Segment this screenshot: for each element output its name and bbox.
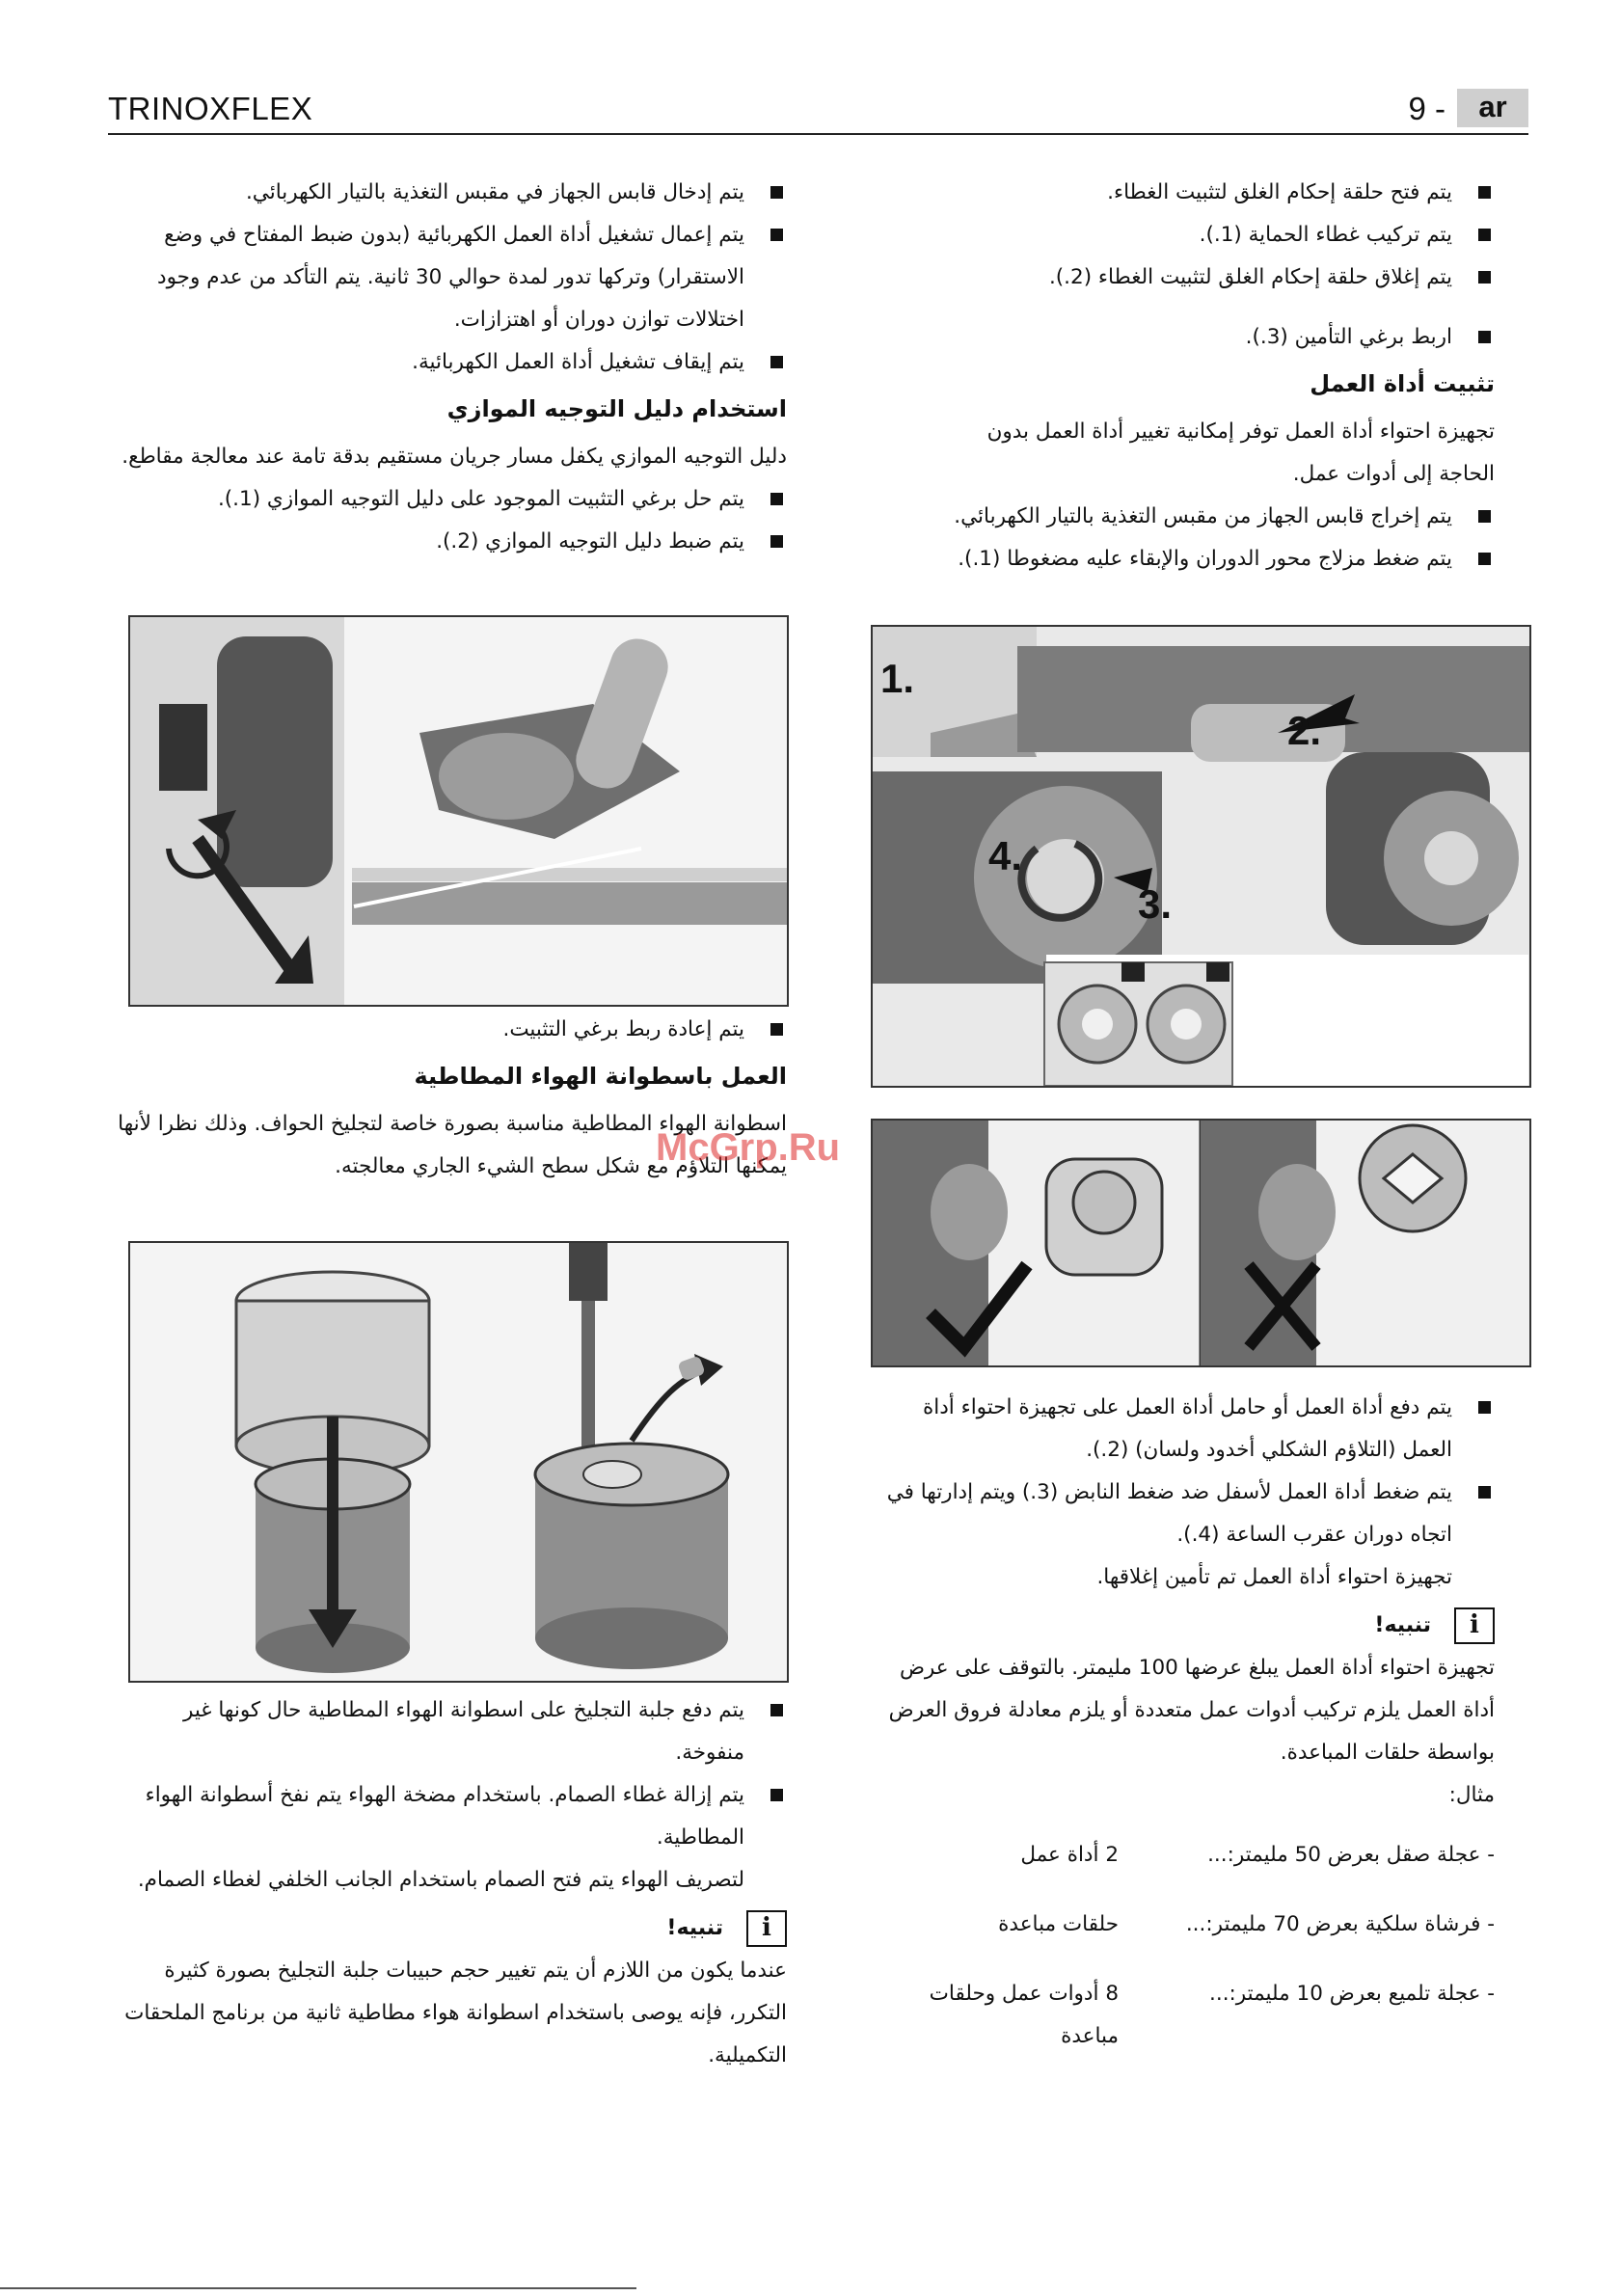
example-item: - عجلة تلميع بعرض 10 مليمتر:... (1209, 1982, 1495, 2006)
tool-fit-figure (871, 1119, 1531, 1367)
cover-steps-list (868, 172, 1495, 299)
page-number: 9 - (1408, 91, 1445, 126)
tool-fit-illustration (873, 1121, 1529, 1365)
bottom-rule (0, 2287, 636, 2289)
watermark-text: McGrp.Ru (656, 1126, 841, 1169)
left-note-text: عندما يكون من اللازم أن يتم تغيير حجم حبيبات جلبة التجليخ بصورة كثيرة التكرر، فإنه يوصى باستخدام اسطوانة هواء مطاطية ثانية من برنامج الملحقات التكميلية. (124, 1958, 787, 2067)
right-note-header (868, 1605, 1495, 1647)
step-label-4: 4. (988, 833, 1023, 878)
test-run-list (112, 172, 787, 384)
list-item: يتم إيقاف تشغيل أداة العمل الكهربائية. (112, 341, 787, 384)
step-label-3: 3. (1138, 881, 1173, 927)
example-item: - فرشاة سلكية بعرض 70 مليمتر:... (1185, 1912, 1495, 1936)
table-row (868, 1834, 1495, 1904)
parallel-guide-illustration (130, 617, 787, 1005)
step-label-1: 1. (880, 656, 915, 701)
list-item: يتم إخراج قابس الجهاز من مقبس التغذية بالتيار الكهربائي. (868, 496, 1495, 538)
left-column-lower (112, 1689, 787, 2077)
example-table (868, 1834, 1495, 2085)
list-item: يتم فتح حلقة إحكام الغلق لتثبيت الغطاء. (868, 172, 1495, 214)
list-item: يتم إدخال قابس الجهاز في مقبس التغذية بالتيار الكهربائي. (112, 172, 787, 214)
page-header (108, 89, 1528, 135)
list-item: يتم تركيب غطاء الحماية (1.). (868, 214, 1495, 257)
info-icon: i (746, 1910, 787, 1947)
table-row (868, 1973, 1495, 2085)
language-badge: ar (1457, 89, 1528, 127)
push-steps-list (868, 1387, 1495, 1556)
list-item: يتم حل برغي التثبيت الموجود على دليل التوجيه الموازي (1.). (112, 478, 787, 521)
step-label-2: 2. (1287, 708, 1322, 753)
right-note-text: تجهيزة احتواء أداة العمل يبلغ عرضها 100 مليمتر. بالتوقف على عرض أداة العمل يلزم تركيب أدوات عمل متعددة أو يلزم معادلة فروق العرض بواسطة حلقات المباعدة. (888, 1656, 1495, 1765)
right-column-lower (868, 1387, 1495, 2085)
tool-mount-illustration (873, 627, 1529, 1086)
air-drum-illustration (130, 1243, 787, 1681)
secured-line: تجهيزة احتواء أداة العمل تم تأمين إغلاقها. (1096, 1565, 1452, 1589)
air-drum-figure (128, 1241, 789, 1683)
example-label: مثال: (1448, 1783, 1495, 1807)
section-heading-parallel-guide: استخدام دليل التوجيه الموازي (446, 395, 787, 422)
brand-name: TRINOXFLEX (108, 91, 313, 126)
tool-mount-figure (871, 625, 1531, 1088)
left-column (112, 172, 787, 563)
parallel-guide-steps (112, 478, 787, 563)
list-item: يتم دفع جلبة التجليخ على اسطوانة الهواء المطاطية حال كونها غير منفوخة. (112, 1689, 787, 1774)
list-item: يتم إزالة غطاء الصمام. باستخدام مضخة الهواء يتم نفخ أسطوانة الهواء المطاطية. (112, 1774, 787, 1859)
table-row (868, 1904, 1495, 1973)
right-note-title: تنبيه! (1374, 1613, 1431, 1637)
example-qty: 8 أدوات عمل وحلقات مباعدة (929, 1982, 1119, 2048)
example-qty: 2 أداة عمل (1020, 1843, 1119, 1867)
list-item: يتم إعادة ربط برغي التثبيت. (112, 1009, 787, 1051)
parallel-guide-paragraph: دليل التوجيه الموازي يكفل مسار جريان مستقيم بدقة تامة عند معالجة مقاطع. (122, 445, 787, 469)
example-item: - عجلة صقل بعرض 50 مليمتر:... (1207, 1843, 1495, 1867)
info-icon: i (1454, 1607, 1495, 1644)
list-item: يتم ضبط دليل التوجيه الموازي (2.). (112, 521, 787, 563)
right-column (868, 172, 1495, 581)
left-note-title: تنبيه! (666, 1916, 723, 1940)
tool-steps-list (868, 496, 1495, 581)
air-drum-steps (112, 1689, 787, 1859)
left-note-header (112, 1907, 787, 1950)
section-heading-air-drum: العمل باسطوانة الهواء المطاطية (414, 1063, 787, 1090)
secure-step-list (868, 316, 1495, 359)
list-item: يتم ضغط مزلاج محور الدوران والإبقاء عليه مضغوطا (1.). (868, 538, 1495, 581)
list-item: يتم إعمال تشغيل أداة العمل الكهربائية (بدون ضبط المفتاح في وضع الاستقرار) وتركها تدور لمدة حوالي 30 ثانية. يتم التأكد من عدم وجود اختلالات توازن دوران أو اهتزازات. (112, 214, 787, 341)
tool-mount-paragraph-1: تجهيزة احتواء أداة العمل توفر إمكانية تغيير أداة العمل بدون (986, 419, 1495, 444)
list-item: يتم دفع أداة العمل أو حامل أداة العمل على تجهيزة احتواء أداة العمل (التلاؤم الشكلي أخدود ولسان) (2.). (868, 1387, 1495, 1472)
section-heading-tool-mount: تثبيت أداة العمل (1310, 370, 1495, 397)
air-drum-paragraph: اسطوانة الهواء المطاطية مناسبة بصورة خاصة لتجليخ الحواف. وذلك نظرا لأنها يمكنها التلاؤم مع شكل سطح الشيء الجاري معالجته. (118, 1112, 787, 1178)
list-item: يتم ضغط أداة العمل لأسفل ضد ضغط النابض (3.) ويتم إدارتها في اتجاه دوران عقرب الساعة (4.). (868, 1472, 1495, 1556)
parallel-guide-figure (128, 615, 789, 1007)
list-item: يتم إغلاق حلقة إحكام الغلق لتثبيت الغطاء (2.). (868, 257, 1495, 299)
list-item: اربط برغي التأمين (3.). (868, 316, 1495, 359)
retighten-list (112, 1009, 787, 1051)
deflate-text: لتصريف الهواء يتم فتح الصمام باستخدام الجانب الخلفي لغطاء الصمام. (137, 1868, 744, 1892)
tool-mount-paragraph-2: الحاجة إلى أدوات عمل. (1292, 462, 1495, 486)
example-qty: حلقات مباعدة (998, 1912, 1119, 1936)
